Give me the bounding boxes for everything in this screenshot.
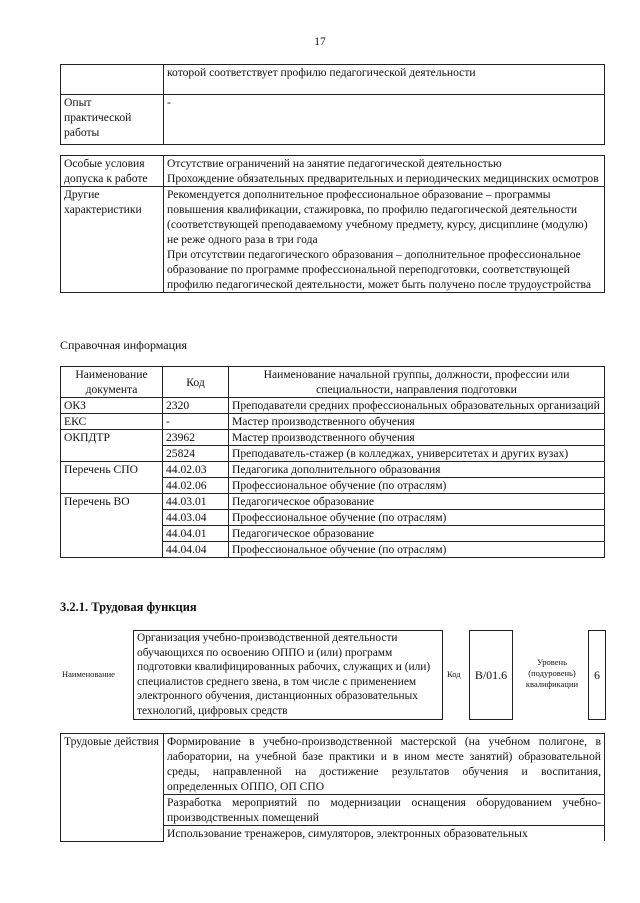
reference-heading: Справочная информация <box>60 338 187 352</box>
table-row <box>61 494 605 510</box>
admission-value <box>164 156 605 187</box>
doc-cell: Перечень СПО <box>61 462 163 494</box>
name-cell: Преподаватель-стажер (в колледжах, университетах и других вузах) <box>229 446 605 462</box>
admission-label: Особые условия допуска к работе <box>61 156 164 187</box>
doc-cell: ОКЗ <box>61 398 163 414</box>
function-code-label: Код <box>447 669 461 679</box>
code-cell: 44.02.06 <box>163 478 229 494</box>
code-cell: 2320 <box>163 398 229 414</box>
name-cell: Мастер производственного обучения <box>229 414 605 430</box>
function-name-value: Организация учебно-производственной деятельности обучающихся по освоению ОППО и (или) программ подготовки квалифицированных рабочих, служащих и (или) специалистов среднего звена, в том числе с применением электронного обучения, дистанционных образовательных технологий, цифровых средств <box>133 630 443 720</box>
qualification-level-label: Уровень (подуровень) квалификации <box>525 657 579 689</box>
page-number: 17 <box>314 36 326 48</box>
header-code: Код <box>163 367 229 398</box>
function-name-label: Наименование <box>62 669 115 679</box>
other-line: Рекомендуется дополнительное профессиональное образование – программы повышения квалификации, стажировка, по профилю педагогической деятельности (соответствующей преподаваемому учебному предмету, курсу, дисциплине (модулю) не реже одного раза в три года <box>167 188 588 246</box>
actions-table <box>60 733 605 842</box>
name-cell: Профессиональное обучение (по отраслям) <box>229 510 605 526</box>
table-row <box>61 462 605 478</box>
experience-value: - <box>164 95 605 145</box>
requirement-continuation: которой соответствует профилю педагогической деятельности <box>164 65 605 95</box>
name-cell: Профессиональное обучение (по отраслям) <box>229 478 605 494</box>
code-cell: 23962 <box>163 430 229 446</box>
admission-line: Отсутствие ограничений на занятие педагогической деятельностью <box>167 157 502 170</box>
name-cell: Преподаватели средних профессиональных образовательных организаций <box>229 398 605 414</box>
experience-label: Опыт практической работы <box>61 95 164 145</box>
doc-cell: Перечень ВО <box>61 494 163 558</box>
reference-table <box>60 366 605 558</box>
name-cell: Педагогическое образование <box>229 494 605 510</box>
other-value <box>164 187 605 293</box>
name-cell: Профессиональное обучение (по отраслям) <box>229 542 605 558</box>
qualification-level-value: 6 <box>588 630 606 720</box>
code-cell: 44.04.04 <box>163 542 229 558</box>
code-cell: 44.02.03 <box>163 462 229 478</box>
function-code-value: B/01.6 <box>469 630 513 720</box>
table-row <box>61 414 605 430</box>
action-item: Использование тренажеров, симуляторов, электронных образовательных <box>164 826 605 842</box>
qualification-table <box>60 64 605 145</box>
other-label: Другие характеристики <box>61 187 164 293</box>
action-item: Формирование в учебно-производственной мастерской (на учебном полигоне, в лаборатории, на учебной базе практики и в ином месте занятий) образовательной среды, направленной на достижение результатов обучения и воспитания, определенных ОППО, ОП СПО <box>164 734 605 795</box>
conditions-table <box>60 155 605 293</box>
code-cell: 44.03.01 <box>163 494 229 510</box>
name-cell: Педагогическое образование <box>229 526 605 542</box>
actions-label: Трудовые действия <box>61 734 164 842</box>
header-name: Наименование начальной группы, должности, профессии или специальности, направления подготовки <box>229 367 605 398</box>
function-heading: 3.2.1. Трудовая функция <box>60 600 197 614</box>
admission-line: Прохождение обязательных предварительных и периодических медицинских осмотров <box>167 172 599 185</box>
doc-cell: ОКПДТР <box>61 430 163 462</box>
action-item: Разработка мероприятий по модернизации оснащения оборудованием учебно-производственных помещений <box>164 795 605 826</box>
other-line: При отсутствии педагогического образования – дополнительное профессиональное образование по программе профессиональной переподготовки, соответствующей профилю педагогической деятельности, может быть получено после трудоустройства <box>167 248 591 291</box>
doc-cell: ЕКС <box>61 414 163 430</box>
name-cell: Педагогика дополнительного образования <box>229 462 605 478</box>
table-row <box>61 430 605 446</box>
empty-cell <box>61 65 164 95</box>
header-document: Наименование документа <box>61 367 163 398</box>
code-cell: - <box>163 414 229 430</box>
code-cell: 44.04.01 <box>163 526 229 542</box>
name-cell: Мастер производственного обучения <box>229 430 605 446</box>
code-cell: 25824 <box>163 446 229 462</box>
table-row <box>61 398 605 414</box>
code-cell: 44.03.04 <box>163 510 229 526</box>
